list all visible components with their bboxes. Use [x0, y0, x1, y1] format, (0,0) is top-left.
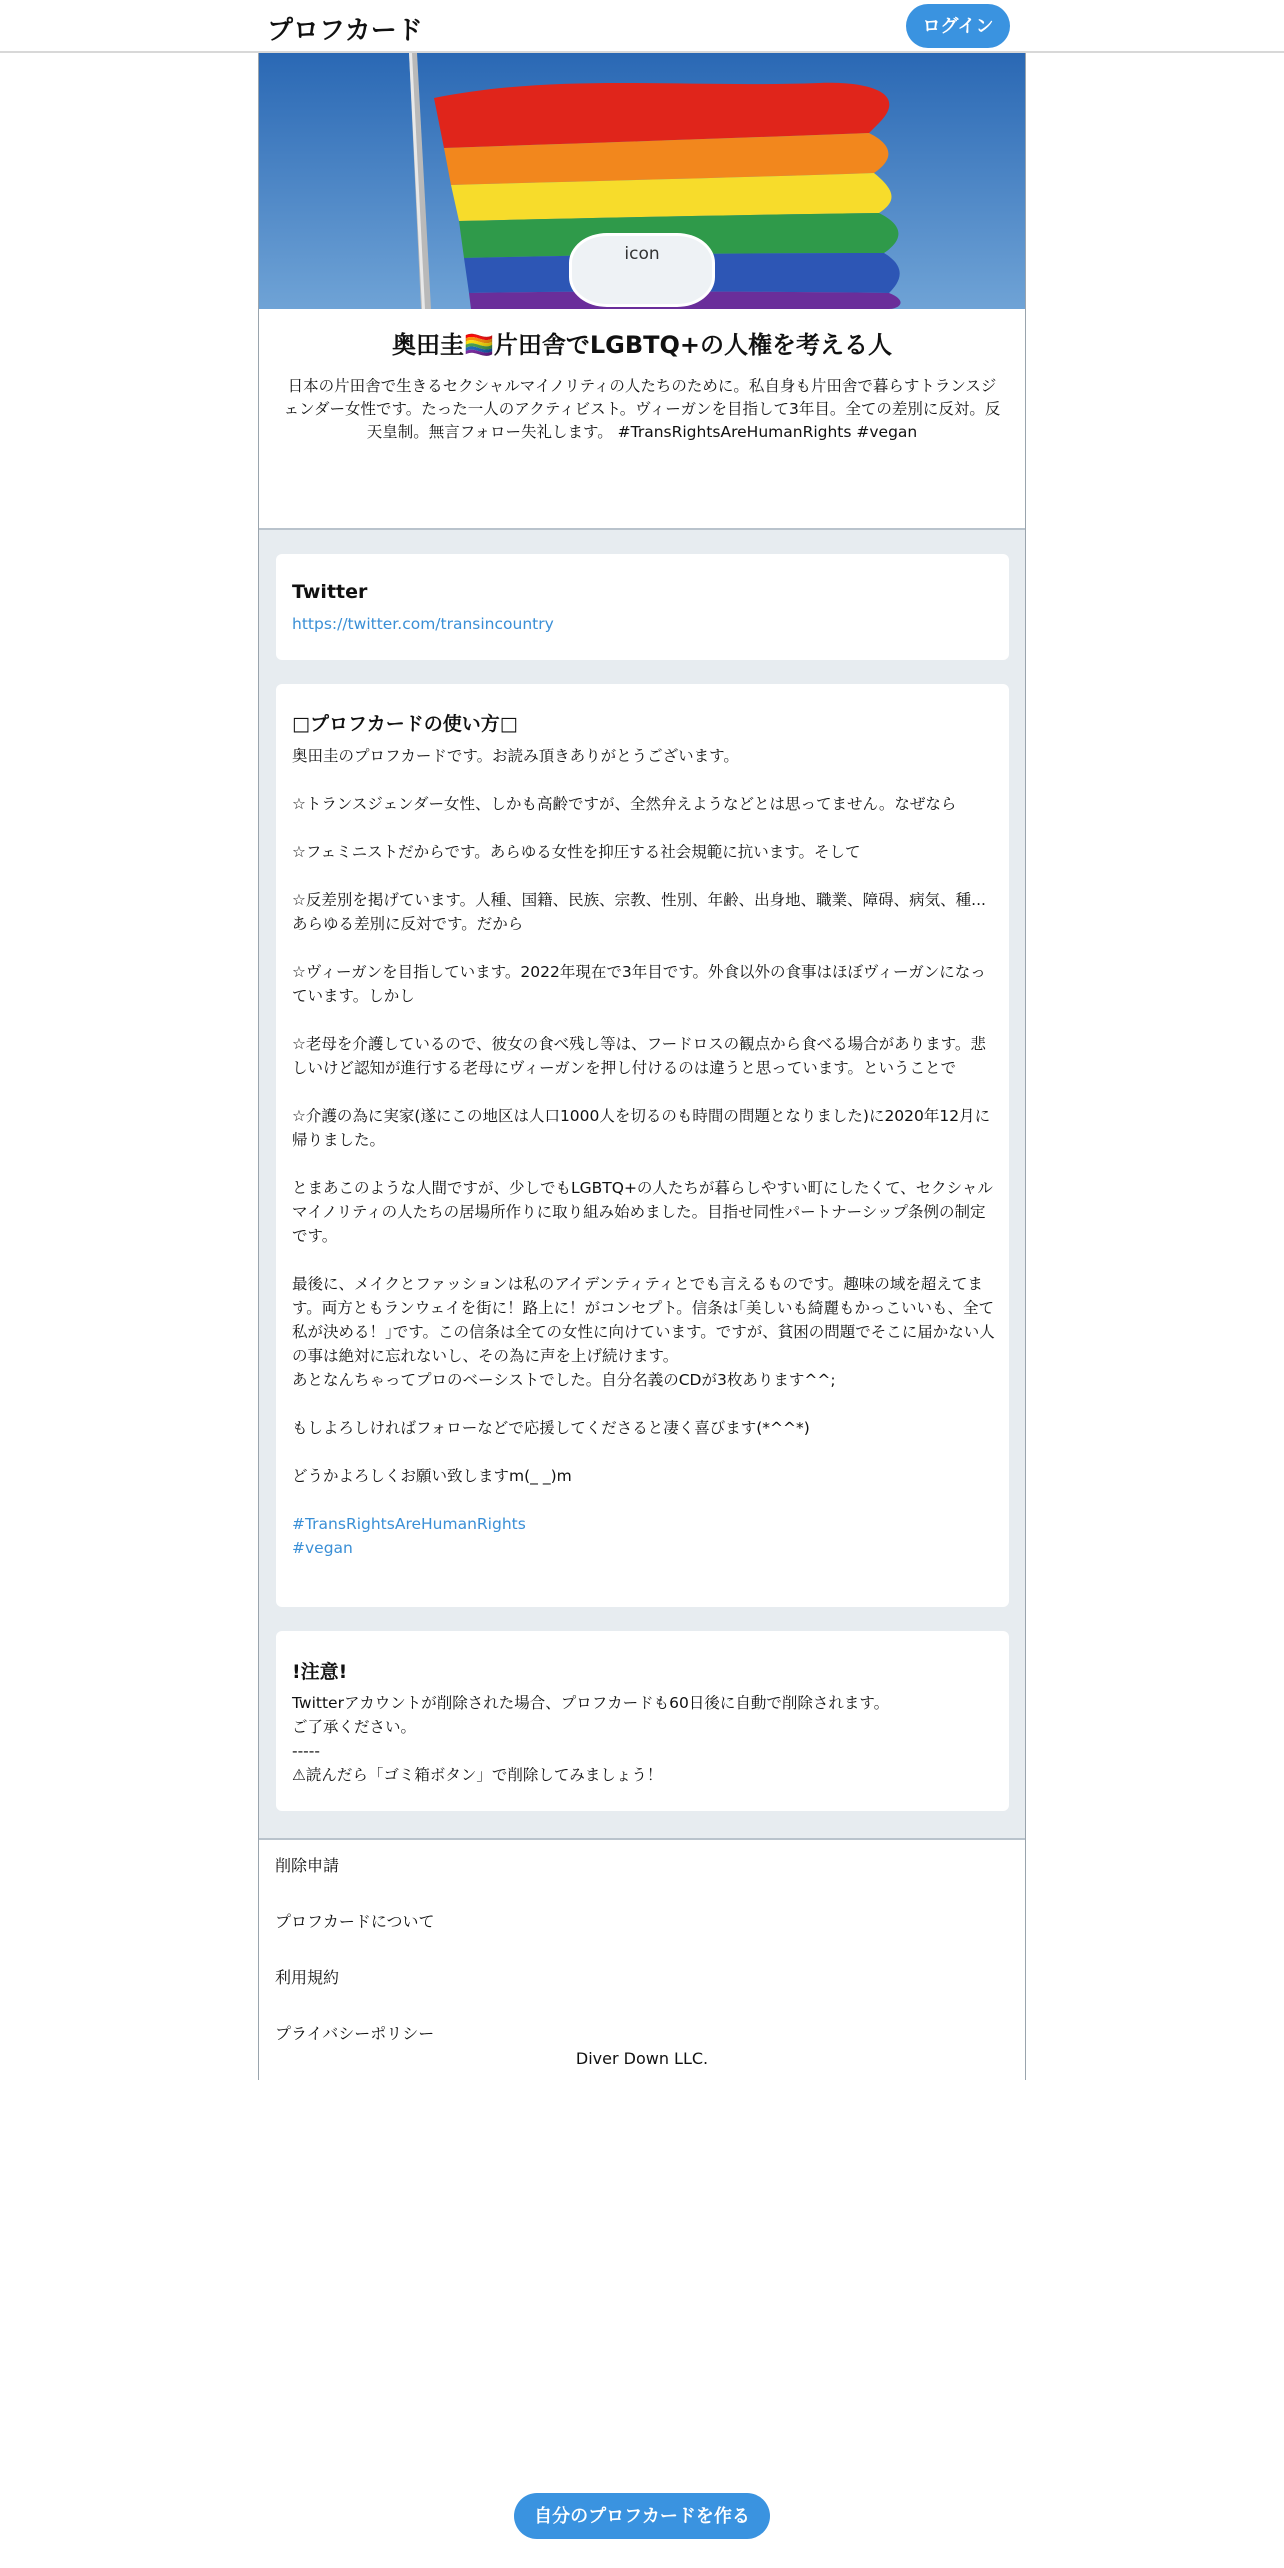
usage-paragraph: とまあこのような人間ですが、少しでもLGBTQ+の人たちが暮らしやすい町にしたくて、セクシャルマイノリティの人たちの居場所作りに取り組み始めました。目指せ同性パートナーシップ条例の制定です。 — [292, 1179, 993, 1245]
footer-link-delete-request[interactable]: 削除申請 — [275, 1856, 340, 1875]
usage-title-text: プロフカードの使い方 — [309, 713, 500, 735]
create-profcard-button[interactable]: 自分のプロフカードを作る — [514, 2493, 770, 2539]
usage-section — [276, 684, 1009, 1607]
usage-paragraph: ☆トランスジェンダー女性、しかも高齢ですが、全然弁えようなどとは思ってません。なぜなら — [292, 795, 957, 813]
usage-paragraph: どうかよろしくお願い致しますm(_ _)m — [292, 1467, 572, 1485]
notice-section — [276, 1631, 1009, 1811]
header-banner-image — [259, 53, 1025, 309]
hashtag-link[interactable]: #TransRightsAreHumanRights — [292, 1515, 526, 1533]
company-name: Diver Down LLC. — [575, 2049, 709, 2068]
hashtag-link[interactable]: #vegan — [292, 1539, 353, 1557]
brand-logo[interactable]: プロフカード — [267, 16, 423, 46]
notice-title: !注意! — [292, 1661, 348, 1683]
profile-avatar: icon — [569, 233, 715, 307]
usage-paragraph: ☆フェミニストだからです。あらゆる女性を抑圧する社会規範に抗います。そして — [292, 843, 861, 861]
twitter-link[interactable]: https://twitter.com/transincountry — [292, 615, 554, 633]
footer-link-terms[interactable]: 利用規約 — [275, 1968, 340, 1987]
usage-title: □プロフカードの使い方□ — [292, 713, 518, 735]
profile-header — [259, 309, 1025, 530]
usage-body — [292, 744, 997, 1560]
profile-card — [258, 53, 1026, 2080]
usage-paragraph: ☆ヴィーガンを目指しています。2022年現在で3年目です。外食以外の食事はほぼヴィーガンになっています。しかし — [292, 963, 986, 1005]
top-bar — [0, 0, 1284, 53]
notice-line: ご了承ください。 — [292, 1718, 417, 1736]
notice-line: ⚠読んだら「ゴミ箱ボタン」で削除してみましょう！ — [292, 1766, 663, 1784]
usage-paragraph: 奥田圭のプロフカードです。お読み頂きありがとうございます。 — [292, 747, 739, 765]
usage-paragraph: あとなんちゃってプロのベーシストでした。自分名義のCDが3枚あります^^; — [292, 1371, 836, 1389]
login-button[interactable]: ログイン — [906, 4, 1010, 48]
twitter-section — [276, 554, 1009, 660]
notice-body — [292, 1691, 997, 1787]
footer-link-privacy[interactable]: プライバシーポリシー — [275, 2024, 435, 2043]
twitter-title: Twitter — [292, 581, 368, 603]
usage-paragraph: 最後に、メイクとファッションは私のアイデンティティとでも言えるものです。趣味の域を超えてます。両方ともランウェイを街に！路上に！がコンセプト。信条は｢美しいも綺麗もかっこいいも、全て私が決める！｣です。この信条は全ての女性に向けています。ですが、貧困の問題でそこに届かない人の事は絶対に忘れないし、その為に声を上げ続けます。 — [292, 1275, 995, 1365]
usage-paragraph: ☆反差別を掲げています。人種、国籍、民族、宗教、性別、年齢、出身地、職業、障碍、病気、種...あらゆる差別に反対です。だから — [292, 891, 986, 933]
profile-name: 奥田圭🏳️‍🌈片田舎でLGBTQ+の人権を考える人 — [391, 331, 893, 359]
footer-links — [275, 1853, 1005, 2077]
footer-link-about[interactable]: プロフカードについて — [275, 1912, 435, 1931]
usage-paragraph: ☆介護の為に実家(遂にこの地区は人口1000人を切るのも時間の問題となりました)に2020年12月に帰りました。 — [292, 1107, 991, 1149]
content-area — [259, 530, 1025, 1840]
notice-line: Twitterアカウントが削除された場合、プロフカードも60日後に自動で削除されます。 — [292, 1694, 890, 1712]
usage-paragraph: ☆老母を介護しているので、彼女の食べ残し等は、フードロスの観点から食べる場合があります。悲しいけど認知が進行する老母にヴィーガンを押し付けるのは違うと思っています。ということで — [292, 1035, 986, 1077]
profile-bio: 日本の片田舎で生きるセクシャルマイノリティの人たちのために。私自身も片田舎で暮らすトランスジェンダー女性です。たった一人のアクティビスト。ヴィーガンを目指して3年目。全ての差別に反対。反天皇制。無言フォロー失礼します。 #TransRightsAreHumanRights #vegan — [283, 377, 1001, 441]
usage-paragraph: もしよろしければフォローなどで応援してくださると凄く喜びます(*^^*) — [292, 1419, 810, 1437]
notice-line: ----- — [292, 1742, 320, 1760]
